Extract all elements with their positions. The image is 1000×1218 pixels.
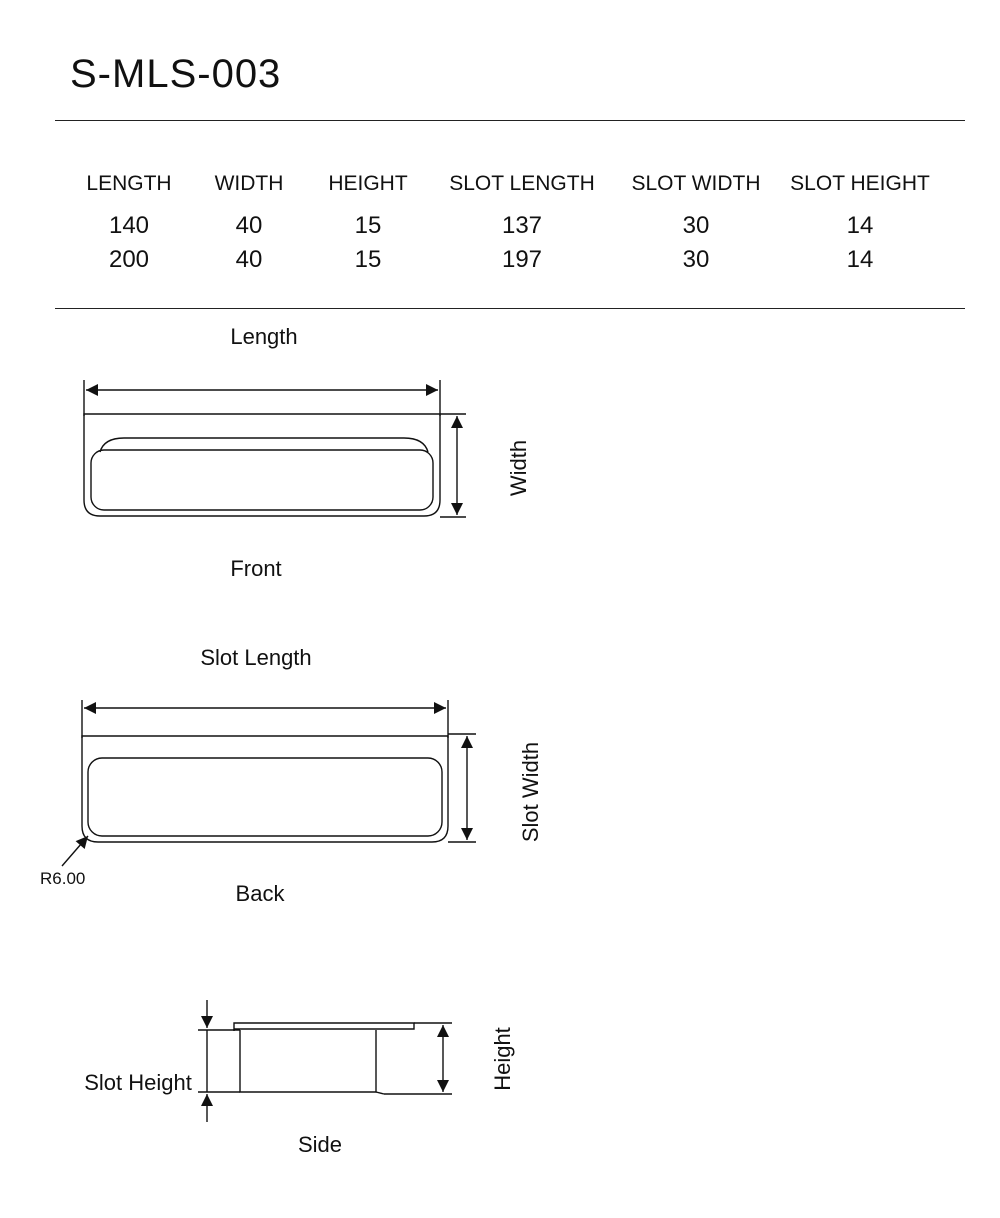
cell-length: 200	[108, 246, 150, 273]
radius-leader	[62, 836, 88, 866]
header-slot-width: SLOT WIDTH	[631, 172, 761, 195]
height-label: Height	[490, 1027, 515, 1091]
header-slot-length: SLOT LENGTH	[449, 172, 595, 195]
slot-width-label: Slot Width	[518, 741, 543, 843]
cell-slot-height: 14	[846, 212, 874, 239]
cell-slot-length: 197	[501, 246, 543, 273]
back-caption: Back	[235, 881, 285, 906]
header-height: HEIGHT	[328, 172, 408, 195]
front-caption: Front	[230, 556, 282, 581]
cell-slot-height: 14	[846, 246, 874, 273]
width-label: Width	[506, 439, 531, 497]
front-outer-body	[84, 414, 440, 516]
model-title: S-MLS-003	[70, 52, 282, 96]
radius-label: R6.00	[40, 869, 86, 888]
cell-width: 40	[235, 212, 263, 239]
header-width: WIDTH	[214, 172, 284, 195]
side-flange	[234, 1023, 414, 1029]
slot-height-label: Slot Height	[84, 1070, 192, 1095]
cell-height: 15	[354, 246, 382, 273]
side-view	[84, 1000, 515, 1157]
length-label: Length	[230, 324, 298, 349]
side-caption: Side	[297, 1132, 343, 1157]
back-outer-body	[82, 736, 448, 842]
back-inner-slot	[88, 758, 442, 836]
cell-slot-length: 137	[501, 212, 543, 239]
slot-length-label: Slot Length	[200, 645, 312, 670]
cell-height: 15	[354, 212, 382, 239]
front-inner-recess	[91, 450, 433, 510]
cell-slot-width: 30	[682, 246, 710, 273]
cell-slot-width: 30	[682, 212, 710, 239]
side-body	[240, 1030, 376, 1092]
header-length: LENGTH	[86, 172, 172, 195]
cell-length: 140	[108, 212, 150, 239]
back-view	[40, 645, 543, 906]
cell-width: 40	[235, 246, 263, 273]
header-slot-height: SLOT HEIGHT	[790, 172, 930, 195]
front-view	[84, 324, 531, 581]
side-base-edge	[376, 1092, 384, 1094]
